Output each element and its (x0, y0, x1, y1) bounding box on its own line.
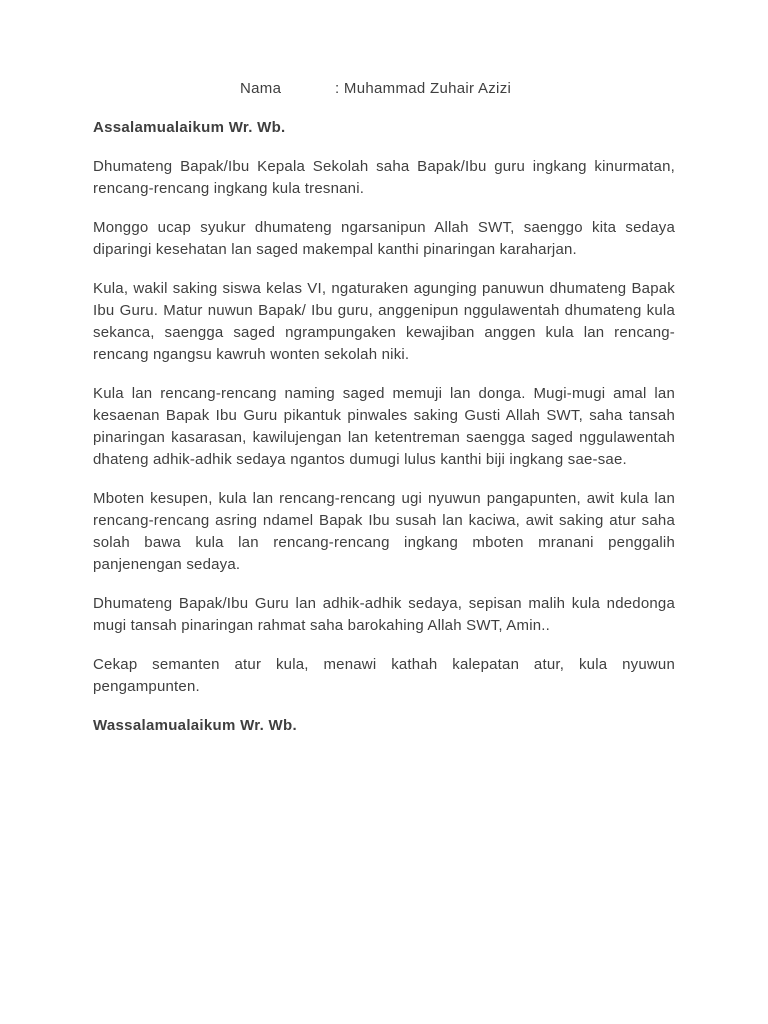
paragraph-prayer-teachers: Kula lan rencang-rencang naming saged memuji lan donga. Mugi-mugi amal lan kesaenan Bapak Ibu Guru pikantuk pinwales saking Gusti Allah SWT, saha tansah pinaringan kasarasan, kawilujengan lan ketentreman saengga saged nggulawentah dhateng adhik-adhik sedaya ngantos dumugi lulus kanthi biji ingkang sae-sae. (93, 385, 675, 468)
paragraph-greeting: Dhumateng Bapak/Ibu Kepala Sekolah saha Bapak/Ibu guru ingkang kinurmatan, rencang-rencang ingkang kula tresnani. (93, 158, 675, 197)
paragraph-blessing: Dhumateng Bapak/Ibu Guru lan adhik-adhik sedaya, sepisan malih kula ndedonga mugi tansah pinaringan rahmat saha barokahing Allah SWT, Amin.. (93, 595, 675, 634)
closing-salutation: Wassalamualaikum Wr. Wb. (93, 717, 297, 734)
name-value: : Muhammad Zuhair Azizi (335, 80, 512, 97)
paragraph-closing-remark: Cekap semanten atur kula, menawi kathah kalepatan atur, kula nyuwun pengampunten. (93, 656, 675, 695)
paragraph-thanks-teachers: Kula, wakil saking siswa kelas VI, ngaturaken agunging panuwun dhumateng Bapak Ibu Guru. Matur nuwun Bapak/ Ibu guru, anggenipun nggulawentah dhumateng kula sekanca, saengga saged ngrampungaken kewajiban anggen kula lan rencang-rencang ngangsu kawruh wonten sekolah niki. (93, 280, 675, 363)
paragraph-gratitude-god: Monggo ucap syukur dhumateng ngarsanipun Allah SWT, saenggo kita sedaya diparingi kesehatan lan saged makempal kanthi pinaringan karaharjan. (93, 219, 675, 258)
paragraph-apology: Mboten kesupen, kula lan rencang-rencang ugi nyuwun pangapunten, awit kula lan rencang-rencang asring ndamel Bapak Ibu susah lan kaciwa, awit saking atur saha solah bawa kula lan rencang-rencang ingkang mboten mranani penggalih panjenengan sedaya. (93, 490, 675, 573)
name-line (240, 78, 675, 100)
opening-salutation: Assalamualaikum Wr. Wb. (93, 119, 286, 136)
name-label: Nama (240, 80, 282, 97)
